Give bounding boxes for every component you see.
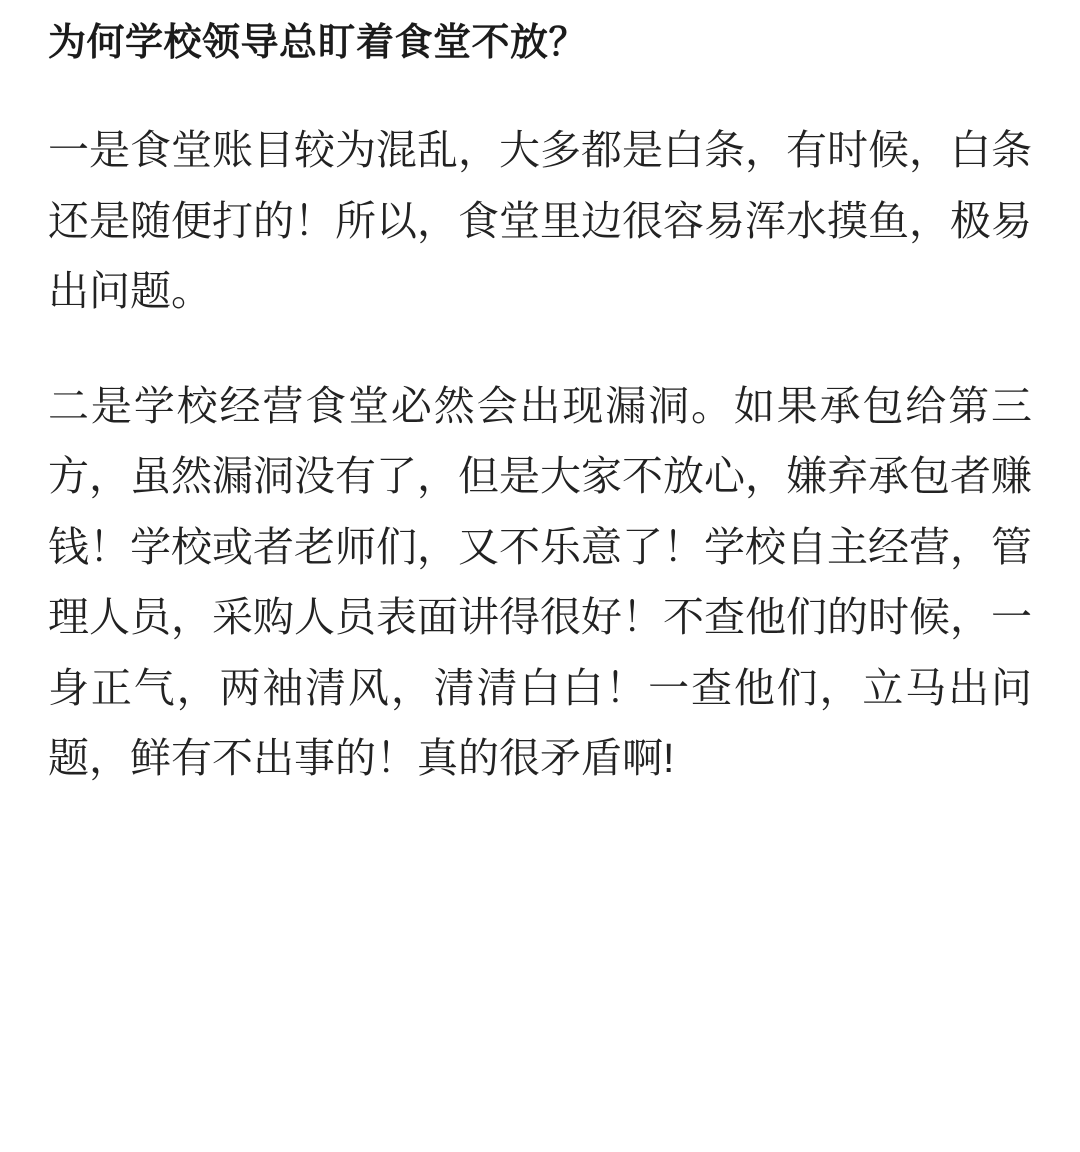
article-paragraph-2: 二是学校经营食堂必然会出现漏洞。如果承包给第三方，虽然漏洞没有了，但是大家不放心，嫌弃承包者赚钱！学校或者老师们，又不乐意了！学校自主经营，管理人员，采购人员表面讲得很好！不查他们的时候，一身正气，两袖清风，清清白白！一查他们，立马出问题，鲜有不出事的！真的很矛盾啊! [48,382,1032,782]
page-title: 为何学校领导总盯着食堂不放？ [48,22,588,64]
article-paragraph-1: 一是食堂账目较为混乱，大多都是白条，有时候，白条还是随便打的！所以，食堂里边很容易浑水摸鱼，极易出问题。 [48,127,1032,315]
